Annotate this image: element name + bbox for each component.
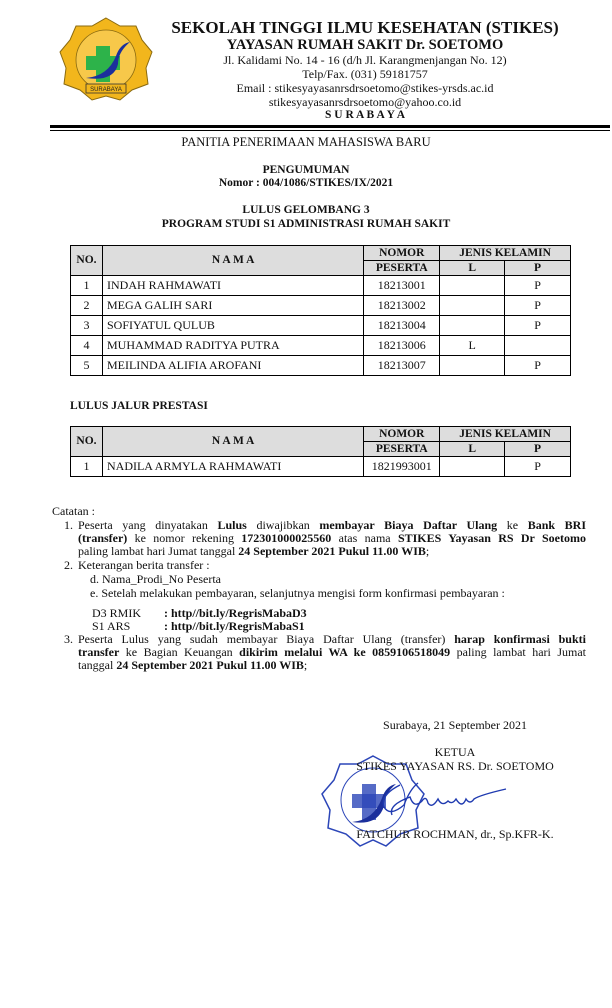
link-label-s1: S1 ARS — [92, 619, 131, 633]
col-nama: N A M A — [102, 246, 363, 276]
col-l: L — [440, 261, 505, 276]
gender-p: P — [505, 356, 571, 376]
table-row — [71, 276, 571, 296]
table-row — [71, 316, 571, 336]
participant-number: 18213007 — [364, 356, 440, 376]
signatory-name: FATCHUR ROCHMAN, dr., Sp.KFR-K. — [356, 827, 554, 841]
results-table-gelombang-3 — [70, 245, 571, 376]
col-jenis-kelamin: JENIS KELAMIN — [440, 246, 571, 261]
table-row — [71, 336, 571, 356]
participant-number: 18213006 — [364, 336, 440, 356]
note-2-d: d. Nama_Prodi_No Peserta — [90, 572, 221, 586]
note-3-line-3: tanggal 24 September 2021 Pukul 11.00 WIB; — [78, 658, 308, 672]
table-row — [71, 356, 571, 376]
institution-title: SEKOLAH TINGGI ILMU KESEHATAN (STIKES) — [171, 18, 559, 37]
note-3-line-1: Peserta Lulus yang sudah membayar Biaya Daftar Ulang (transfer) harap konfirmasi bukti — [78, 632, 586, 646]
gender-l — [440, 356, 505, 376]
col-no: NO. — [71, 246, 103, 276]
student-name: NADILA ARMYLA RAHMAWATI — [102, 457, 363, 477]
student-name: MEGA GALIH SARI — [102, 296, 363, 316]
gender-l — [440, 316, 505, 336]
participant-number: 18213001 — [364, 276, 440, 296]
program-title: PROGRAM STUDI S1 ADMINISTRASI RUMAH SAKIT — [161, 218, 451, 230]
announcement-number: Nomor : 004/1086/STIKES/IX/2021 — [218, 177, 394, 189]
student-name: SOFIYATUL QULUB — [102, 316, 363, 336]
row-number: 1 — [71, 276, 103, 296]
note-2: Keterangan berita transfer : — [78, 558, 210, 572]
table-row — [71, 457, 571, 477]
gender-l — [440, 457, 505, 477]
gender-l — [440, 296, 505, 316]
col-nomor: NOMOR — [364, 427, 440, 442]
section-title: LULUS GELOMBANG 3 — [242, 204, 370, 216]
section2-title: LULUS JALUR PRESTASI — [70, 400, 208, 412]
phone: Telp/Fax. (031) 59181757 — [302, 67, 428, 81]
participant-number: 1821993001 — [364, 457, 440, 477]
row-number: 5 — [71, 356, 103, 376]
email-secondary: stikesyayasanrsdrsoetomo@yahoo.co.id — [268, 95, 462, 109]
link-s1-ars[interactable]: : http//bit.ly/RegrisMabaS1 — [164, 619, 305, 633]
col-p: P — [505, 442, 571, 457]
gender-p: P — [505, 296, 571, 316]
col-nama: N A M A — [102, 427, 363, 457]
row-number: 4 — [71, 336, 103, 356]
row-number: 1 — [71, 457, 103, 477]
note-number: 2. — [64, 558, 73, 572]
note-3-line-2: transfer ke Bagian Keuangan dikirim melalui WA ke 0859106518049 paling lambat hari Jumat — [78, 645, 586, 659]
col-no: NO. — [71, 427, 103, 457]
col-jenis-kelamin: JENIS KELAMIN — [440, 427, 571, 442]
row-number: 2 — [71, 296, 103, 316]
student-name: INDAH RAHMAWATI — [102, 276, 363, 296]
header-divider-thin — [50, 130, 610, 131]
note-number: 1. — [64, 518, 73, 532]
link-d3-rmik[interactable]: : http//bit.ly/RegrisMabaD3 — [164, 606, 307, 620]
col-peserta: PESERTA — [364, 442, 440, 457]
signatory-role: KETUA — [434, 745, 476, 759]
committee-title: PANITIA PENERIMAAN MAHASISWA BARU — [181, 135, 431, 149]
gender-p — [505, 336, 571, 356]
note-1-line-2: (transfer) ke nomor rekening 172301000025560 atas nama STIKES Yayasan RS Dr Soetomo — [78, 531, 586, 545]
gender-l: L — [440, 336, 505, 356]
participant-number: 18213002 — [364, 296, 440, 316]
place-date: Surabaya, 21 September 2021 — [383, 718, 527, 732]
svg-text:SURABAYA: SURABAYA — [90, 87, 122, 93]
email-primary: Email : stikesyayasanrsdrsoetomo@stikes-yrsds.ac.id — [236, 81, 494, 95]
note-2-e: e. Setelah melakukan pembayaran, selanjutnya mengisi form konfirmasi pembayaran : — [90, 586, 505, 600]
col-nomor: NOMOR — [364, 246, 440, 261]
city: S U R A B A Y A — [325, 109, 405, 121]
address: Jl. Kalidami No. 14 - 16 (d/h Jl. Karangmenjangan No. 12) — [223, 53, 507, 67]
student-name: MEILINDA ALIFIA AROFANI — [102, 356, 363, 376]
note-number: 3. — [64, 632, 73, 646]
institution-logo — [58, 16, 154, 104]
signatory-org: STIKES YAYASAN RS. Dr. SOETOMO — [356, 759, 554, 773]
header-divider — [50, 125, 610, 128]
gender-p: P — [505, 457, 571, 477]
link-label-d3: D3 RMIK — [92, 606, 142, 620]
note-1-line-3: paling lambat hari Jumat tanggal 24 September 2021 Pukul 11.00 WIB; — [78, 544, 430, 558]
col-peserta: PESERTA — [364, 261, 440, 276]
row-number: 3 — [71, 316, 103, 336]
col-p: P — [505, 261, 571, 276]
announcement-title: PENGUMUMAN — [262, 164, 350, 176]
student-name: MUHAMMAD RADITYA PUTRA — [102, 336, 363, 356]
gender-p: P — [505, 276, 571, 296]
table-row — [71, 296, 571, 316]
notes-label: Catatan : — [52, 504, 95, 518]
note-1-line-1: Peserta yang dinyatakan Lulus diwajibkan membayar Biaya Daftar Ulang ke Bank BRI — [78, 518, 587, 532]
gender-l — [440, 276, 505, 296]
handwritten-signature — [370, 775, 510, 825]
gender-p: P — [505, 316, 571, 336]
notes-section — [52, 505, 587, 685]
col-l: L — [440, 442, 505, 457]
foundation-name: YAYASAN RUMAH SAKIT Dr. SOETOMO — [226, 37, 504, 53]
results-table-prestasi — [70, 426, 571, 477]
participant-number: 18213004 — [364, 316, 440, 336]
